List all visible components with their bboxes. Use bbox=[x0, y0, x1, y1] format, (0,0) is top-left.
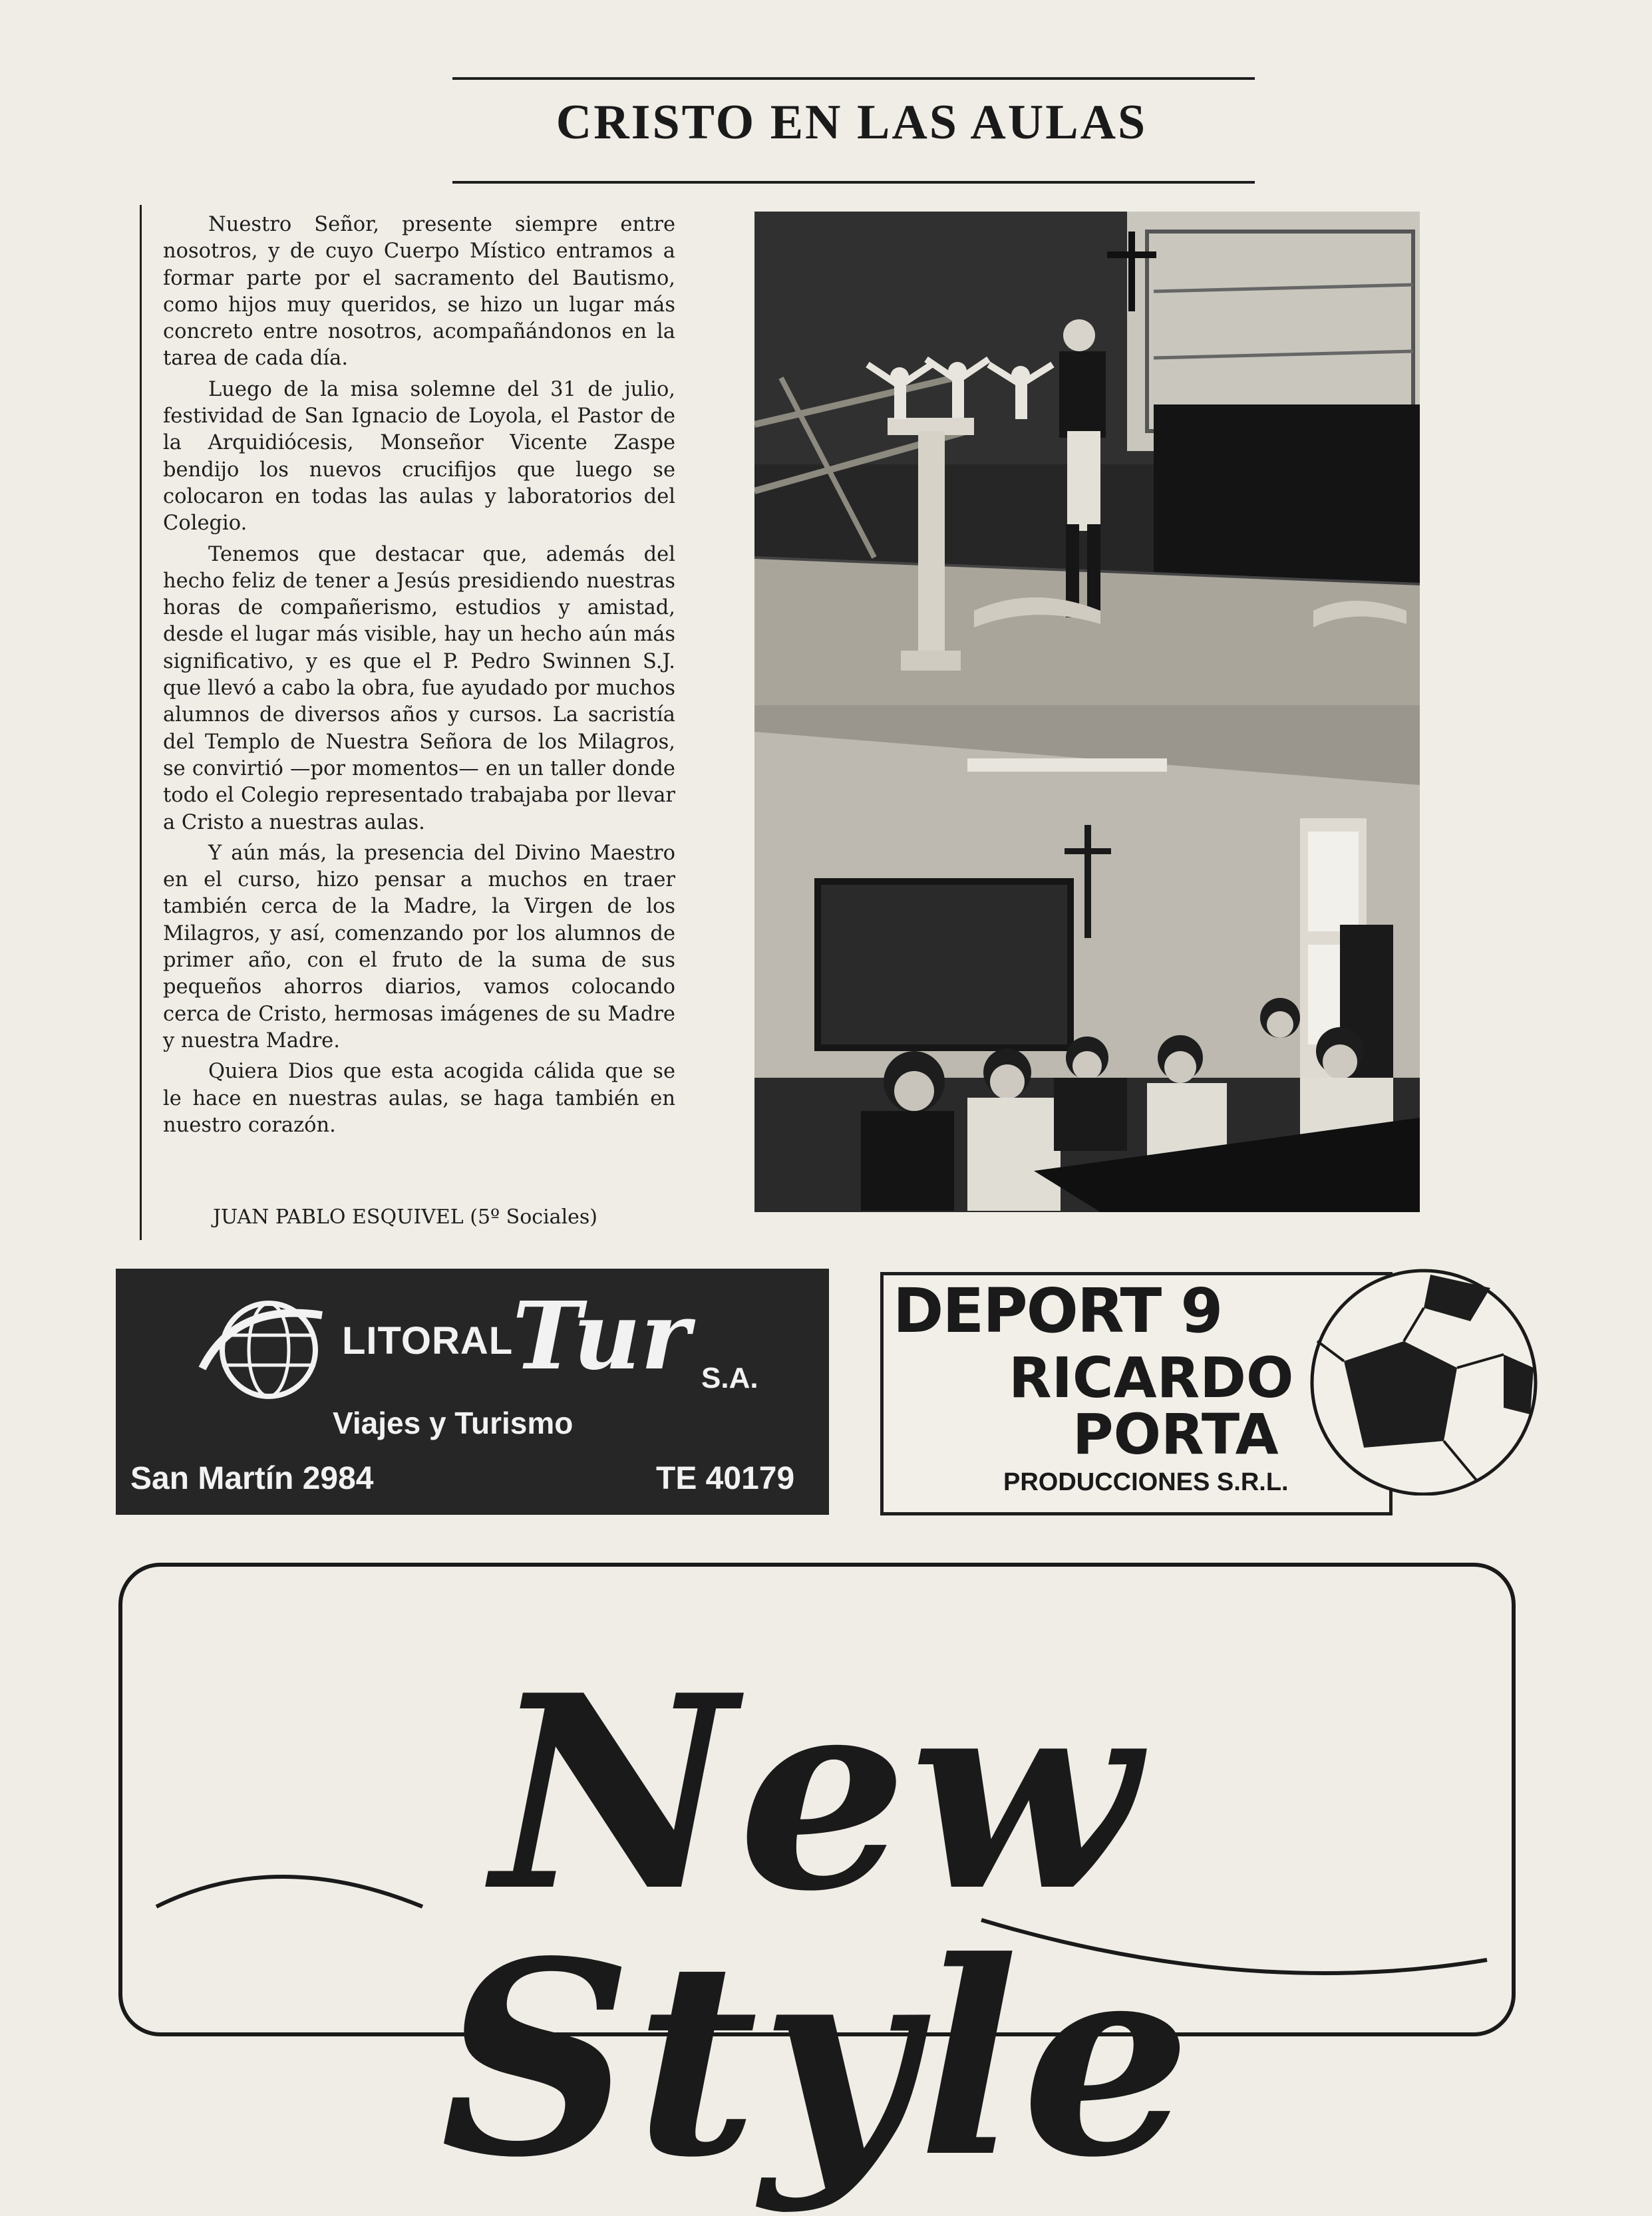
article-body bbox=[163, 212, 675, 1143]
article-byline: JUAN PABLO ESQUIVEL (5º Sociales) bbox=[213, 1205, 598, 1229]
deport-name-line1: RICARDO bbox=[1009, 1345, 1294, 1410]
deport-title: DEPORT 9 bbox=[893, 1275, 1222, 1346]
litoral-name: LITORAL bbox=[342, 1319, 514, 1362]
new-style-logo-text: New Style bbox=[440, 1637, 1194, 2216]
article-headline: CRISTO EN LAS AULAS bbox=[556, 95, 1148, 150]
article-left-border bbox=[140, 205, 142, 1240]
globe-icon bbox=[196, 1289, 342, 1408]
article-paragraph: Y aún más, la presencia del Divino Maestro en el curso, hizo pensar a muchos en traer también cerca de la Madre, la Virgen de los Milagros, y así, comenzando por los alumnos de primer año, con el fruto de la suma de sus pequeños ahorros diarios, vamos colocando cerca de Cristo, hermosas imágenes de su Madre y nuestra Madre. bbox=[163, 841, 675, 1052]
headline-top-rule bbox=[452, 77, 1255, 80]
article-paragraph: Tenemos que destacar que, además del hecho feliz de tener a Jesús presidiendo nuestras horas de compañerismo, estudios y amistad, desde el lugar más visible, hay un hecho aún más significativo, y es que el P. Pedro Swinnen S.J. que llevó a cabo la obra, fue ayudado por muchos alumnos de diversos años y cursos. La sacristía del Templo de Nuestra Señora de los Milagros, se convirtió —por momentos— en un taller donde todo el Colegio representado trabajaba por llevar a Cristo a nuestras aulas. bbox=[163, 542, 675, 834]
litoral-address: San Martín 2984 bbox=[130, 1461, 374, 1496]
ad-new-style bbox=[116, 1561, 1518, 2216]
litoral-phone: TE 40179 bbox=[656, 1461, 795, 1496]
photo-classroom bbox=[754, 705, 1420, 1212]
article-paragraph: Nuestro Señor, presente siempre entre nosotros, y de cuyo Cuerpo Místico entramos a formar parte por el sacramento del Bautismo, como hijos muy queridos, se hizo un lugar más concreto entre nosotros, acompañándonos en la tarea de cada día. bbox=[163, 213, 675, 371]
headline-bottom-rule bbox=[452, 181, 1255, 184]
soccer-ball-icon bbox=[1304, 1268, 1545, 1496]
article-paragraph: Quiera Dios que esta acogida cálida que se le hace en nuestras aulas, se haga también en nuestro corazón. bbox=[163, 1060, 675, 1137]
litoral-tur-logo: Tur bbox=[512, 1282, 690, 1391]
ad-litoral-tur bbox=[116, 1269, 829, 1515]
deport-subtitle: PRODUCCIONES S.R.L. bbox=[1003, 1468, 1289, 1496]
litoral-suffix: S.A. bbox=[701, 1362, 758, 1394]
article-paragraph: Luego de la misa solemne del 31 de julio, festividad de San Ignacio de Loyola, el Pastor de la Arquidiócesis, Monseñor Vicente Zaspe bendijo los nuevos crucifijos que luego se colocaron en todas las aulas y laboratorios del Colegio. bbox=[163, 377, 675, 536]
deport-name-line2: PORTA bbox=[1073, 1402, 1279, 1467]
litoral-services: Viajes y Turismo bbox=[333, 1406, 574, 1440]
photo-workshop bbox=[754, 212, 1420, 705]
